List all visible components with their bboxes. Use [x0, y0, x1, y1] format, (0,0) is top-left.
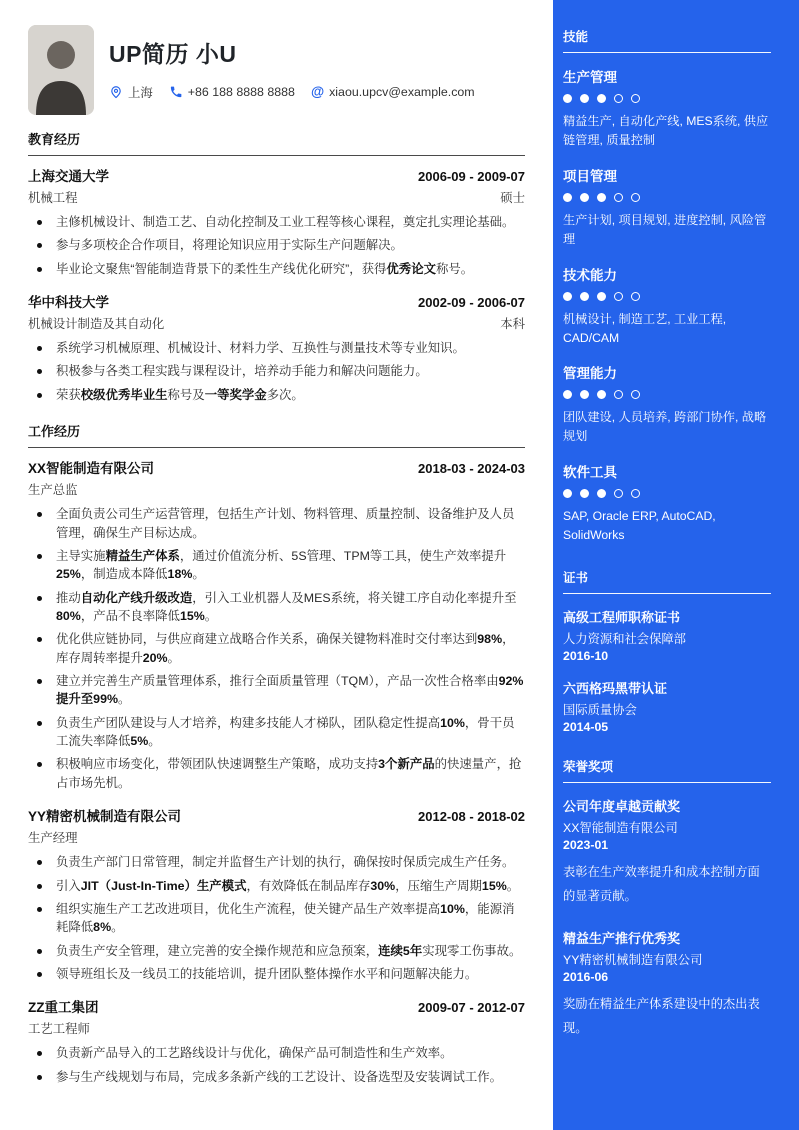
phone-icon: [169, 85, 183, 99]
entry-subhead: [28, 314, 525, 332]
education-entry: [28, 291, 525, 404]
skill-dot-filled: [597, 390, 606, 399]
certificates-list: [563, 607, 771, 734]
skill-level-dots: [563, 390, 771, 399]
honor-name: 公司年度卓越贡献奖: [563, 799, 681, 815]
entry-subhead: [28, 828, 525, 846]
skill-item: [563, 165, 771, 249]
skill-name: 技术能力: [563, 267, 617, 283]
skill-dot-filled: [597, 489, 606, 498]
skill-item: [563, 66, 771, 150]
honor-item: [563, 796, 771, 909]
skill-dot-empty: [631, 193, 640, 202]
skill-dot-filled: [580, 193, 589, 202]
location-pin-icon: [109, 85, 123, 99]
entry-head: [28, 291, 525, 311]
education-entry: [28, 165, 525, 278]
job-title: 生产总监: [28, 483, 78, 498]
skills-section-title: 技能: [563, 27, 771, 53]
bullet-item: 负责生产安全管理，建立完善的安全操作规范和应急预案，连续5年实现零工伤事故。: [28, 942, 525, 960]
phone: [169, 85, 295, 99]
skill-name: 项目管理: [563, 168, 617, 184]
honor-date: 2016-06: [563, 970, 609, 984]
bullet-item: 组织实施生产工艺改进项目，优化生产流程，使关键产品生产效率提高10%，能源消耗降低8%。: [28, 900, 525, 937]
skill-level-dots: [563, 193, 771, 202]
skill-item: [563, 461, 771, 545]
honor-issuer: YY精密机械制造有限公司: [563, 953, 703, 967]
bullet-list: [28, 853, 525, 983]
skill-keywords: 精益生产, 自动化产线, MES系统, 供应链管理, 质量控制: [563, 114, 769, 147]
skill-dot-filled: [580, 292, 589, 301]
skill-dot-empty: [614, 489, 623, 498]
bullet-item: 领导班组长及一线员工的技能培训，提升团队整体操作水平和问题解决能力。: [28, 965, 525, 983]
honor-name: 精益生产推行优秀奖: [563, 931, 681, 946]
entry-head: [28, 805, 525, 825]
skill-dot-filled: [580, 489, 589, 498]
skill-dot-filled: [597, 94, 606, 103]
bullet-item: 建立并完善生产质量管理体系，推行全面质量管理（TQM），产品一次性合格率由92%提升至99%。: [28, 672, 525, 709]
honor-description: 奖励在精益生产体系建设中的杰出表现。: [563, 997, 760, 1035]
bullet-item: 负责生产团队建设与人才培养，构建多技能人才梯队，团队稳定性提高10%，骨干员工流失率降低5%。: [28, 714, 525, 751]
company-name: ZZ重工集团: [28, 1000, 99, 1016]
degree: 本科: [500, 317, 525, 332]
work-section: [28, 421, 525, 1086]
date-range: 2018-03 - 2024-03: [418, 461, 525, 477]
skill-dot-empty: [614, 193, 623, 202]
main-column: [28, 0, 525, 1091]
location: [109, 83, 153, 101]
bullet-item: 负责生产部门日常管理，制定并监督生产计划的执行，确保按时保质完成生产任务。: [28, 853, 525, 871]
skill-dot-filled: [563, 489, 572, 498]
skill-dot-empty: [631, 489, 640, 498]
skill-level-dots: [563, 292, 771, 301]
bullet-list: [28, 213, 525, 278]
certificates-section-title: 证书: [563, 568, 771, 594]
certificate-issuer: 国际质量协会: [563, 703, 637, 718]
certificate-name: 高级工程师职称证书: [563, 610, 681, 626]
date-range: 2012-08 - 2018-02: [418, 809, 525, 825]
skill-keywords: 机械设计, 制造工艺, 工业工程, CAD/CAM: [563, 311, 727, 345]
company-name: YY精密机械制造有限公司: [28, 809, 182, 825]
person-silhouette: [28, 25, 94, 115]
bullet-item: 优化供应链协同，与供应商建立战略合作关系，确保关键物料准时交付率达到98%，库存周转率提升20%。: [28, 630, 525, 667]
skill-dot-filled: [563, 94, 572, 103]
skill-level-dots: [563, 489, 771, 498]
header-text: [109, 25, 525, 115]
honors-list: [563, 796, 771, 1041]
skill-keywords: 生产计划, 项目规划, 进度控制, 风险管理: [563, 212, 767, 246]
skill-dot-filled: [580, 94, 589, 103]
honor-description: 表彰在生产效率提升和成本控制方面的显著贡献。: [563, 865, 760, 904]
email-at-icon: @: [310, 84, 325, 100]
bullet-list: [28, 339, 525, 404]
job-title: 工艺工程师: [28, 1022, 90, 1037]
work-entries: [28, 457, 525, 1086]
work-entry: [28, 996, 525, 1086]
honors-section: [563, 757, 771, 1041]
skill-keywords: SAP, Oracle ERP, AutoCAD, SolidWorks: [563, 509, 716, 543]
bullet-item: 主修机械设计、制造工艺、自动化控制及工业工程等核心课程，奠定扎实理论基础。: [28, 213, 525, 231]
entry-subhead: [28, 1019, 525, 1037]
profile-photo: [28, 25, 94, 115]
education-section: [28, 129, 525, 404]
bullet-item: 参与生产线规划与布局，完成多条新产线的工艺设计、设备选型及安装调试工作。: [28, 1068, 525, 1086]
skills-list: [563, 66, 771, 545]
skills-section: [563, 27, 771, 545]
skill-dot-filled: [563, 292, 572, 301]
certificate-item: [563, 607, 771, 663]
school-name: 上海交通大学: [28, 169, 109, 184]
school-name: 华中科技大学: [28, 295, 109, 311]
major: 机械设计制造及其自动化: [28, 317, 165, 332]
bullet-list: [28, 505, 525, 792]
certificate-issuer: 人力资源和社会保障部: [563, 632, 686, 647]
skill-item: [563, 264, 771, 348]
candidate-name: UP简历 小U: [109, 41, 237, 67]
skill-name: 生产管理: [563, 70, 617, 85]
bullet-item: 全面负责公司生产运营管理，包括生产计划、物料管理、质量控制、设备维护及人员管理，确保生产目标达成。: [28, 505, 525, 542]
date-range: 2009-07 - 2012-07: [418, 1000, 525, 1016]
entry-subhead: [28, 480, 525, 498]
skill-dot-filled: [563, 193, 572, 202]
skill-dot-filled: [563, 390, 572, 399]
major: 机械工程: [28, 191, 78, 205]
skill-dot-filled: [580, 390, 589, 399]
bullet-item: 毕业论文聚焦“智能制造背景下的柔性生产线优化研究”，获得优秀论文称号。: [28, 260, 525, 278]
entry-head: [28, 457, 525, 477]
sidebar: [553, 0, 799, 1130]
skill-dot-empty: [614, 292, 623, 301]
email: [311, 85, 475, 99]
bullet-item: 积极参与各类工程实践与课程设计，培养动手能力和解决问题能力。: [28, 362, 525, 380]
resume-header: [28, 0, 525, 115]
skill-dot-empty: [614, 390, 623, 399]
bullet-list: [28, 1044, 525, 1086]
honor-date: 2023-01: [563, 838, 609, 853]
skill-dot-filled: [597, 193, 606, 202]
bullet-item: 荣获校级优秀毕业生称号及一等奖学金多次。: [28, 386, 525, 404]
email-text: xiaou.upcv@example.com: [329, 85, 475, 99]
phone-text: +86 188 8888 8888: [187, 85, 295, 99]
honor-item: [563, 928, 771, 1041]
work-entry: [28, 457, 525, 792]
certificate-item: [563, 678, 771, 734]
bullet-item: 推动自动化产线升级改造，引入工业机器人及MES系统，将关键工序自动化率提升至80%，产品不良率降低15%。: [28, 589, 525, 626]
education-section-title: 教育经历: [28, 129, 525, 156]
company-name: XX智能制造有限公司: [28, 461, 155, 477]
certificate-date: 2014-05: [563, 720, 609, 735]
certificate-name: 六西格玛黑带认证: [563, 681, 668, 697]
skill-keywords: 团队建设, 人员培养, 跨部门协作, 战略规划: [563, 410, 767, 444]
skill-item: [563, 362, 771, 446]
bullet-item: 负责新产品导入的工艺路线设计与优化，确保产品可制造性和生产效率。: [28, 1044, 525, 1062]
entry-head: [28, 165, 525, 185]
skill-name: 管理能力: [563, 366, 617, 382]
bullet-item: 主导实施精益生产体系，通过价值流分析、5S管理、TPM等工具，使生产效率提升25%，制造成本降低18%。: [28, 547, 525, 584]
skill-dot-empty: [631, 94, 640, 103]
entry-subhead: [28, 188, 525, 206]
work-section-title: 工作经历: [28, 421, 525, 448]
bullet-item: 系统学习机械原理、机械设计、材料力学、互换性与测量技术等专业知识。: [28, 339, 525, 357]
bullet-item: 参与多项校企合作项目，将理论知识应用于实际生产问题解决。: [28, 236, 525, 254]
skill-dot-empty: [614, 94, 623, 103]
bullet-item: 引入JIT（Just-In-Time）生产模式，有效降低在制品库存30%，压缩生产周期15%。: [28, 877, 525, 895]
work-entry: [28, 805, 525, 983]
contact-row: [109, 83, 525, 101]
date-range: 2006-09 - 2009-07: [418, 169, 525, 184]
education-entries: [28, 165, 525, 404]
skill-dot-empty: [631, 292, 640, 301]
certificate-date: 2016-10: [563, 649, 609, 664]
entry-head: [28, 996, 525, 1016]
honor-issuer: XX智能制造有限公司: [563, 821, 678, 836]
skill-name: 软件工具: [563, 465, 617, 481]
honors-section-title: 荣誉奖项: [563, 757, 771, 783]
location-text: 上海: [128, 86, 153, 100]
job-title: 生产经理: [28, 831, 78, 846]
degree: 硕士: [500, 191, 525, 205]
bullet-item: 积极响应市场变化，带领团队快速调整生产策略，成功支持3个新产品的快速量产，抢占市场先机。: [28, 755, 525, 792]
skill-dot-empty: [631, 390, 640, 399]
certificates-section: [563, 568, 771, 734]
skill-level-dots: [563, 94, 771, 103]
date-range: 2002-09 - 2006-07: [418, 295, 525, 311]
skill-dot-filled: [597, 292, 606, 301]
